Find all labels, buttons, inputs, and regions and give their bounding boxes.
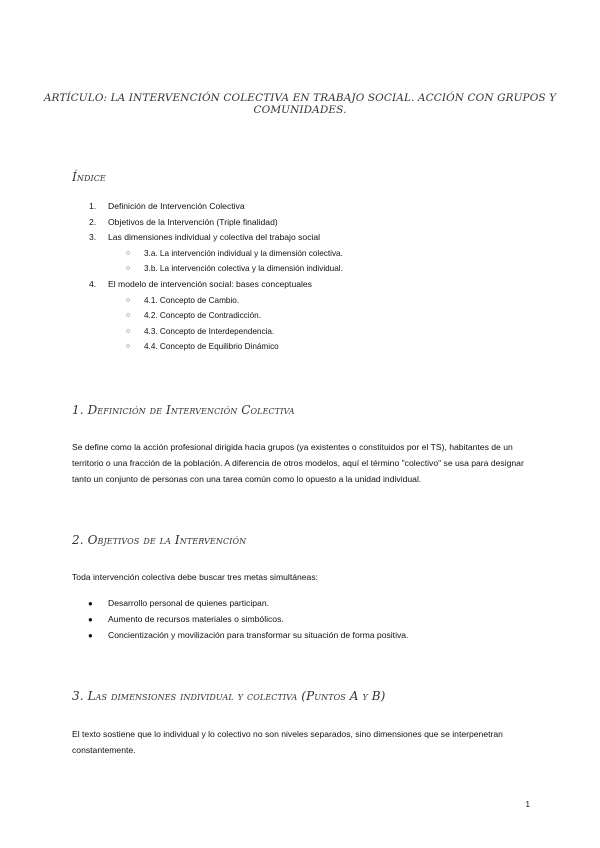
section-2-intro: Toda intervención colectiva debe buscar tres metas simultáneas: (72, 572, 319, 582)
toc-item-label: Las dimensiones individual y colectiva del trabajo social (108, 232, 321, 243)
toc-subitem[interactable] (72, 308, 542, 324)
section-3-heading: 3. Las dimensiones individual y colectiva (Puntos A y B) (72, 689, 386, 703)
toc-subitem[interactable] (72, 339, 542, 355)
hollow-circle-bullet-icon: ○ (126, 265, 131, 273)
list-item (72, 612, 532, 628)
list-item (72, 596, 532, 612)
section-1-paragraph: Se define como la acción profesional dirigida hacia grupos (ya existentes o constituidos por el TS), habitantes de un territorio o una fracción de la población. A diferencia de otros modelos, aquí el término "colectivo" se usa para designar tanto un conjunto de personas con una tarea común como lo opuesto a la unidad individual. (72, 442, 524, 484)
toc-item-number: 2. (89, 216, 97, 227)
index-heading: Índice (72, 170, 106, 184)
toc-item-label: El modelo de intervención social: bases conceptuales (108, 278, 312, 289)
section-3-paragraph: El texto sostiene que lo individual y lo colectivo no son niveles separados, sino dimensiones que se interpenetran constantemente. (72, 729, 503, 755)
objectives-list (72, 596, 532, 643)
document-title: ARTÍCULO: LA INTERVENCIÓN COLECTIVA EN TRABAJO SOCIAL. ACCIÓN CON GRUPOS Y COMUNIDADES. (43, 92, 557, 116)
page-number: 1 (525, 800, 530, 809)
toc-item-number: 3. (89, 232, 97, 243)
hollow-circle-bullet-icon: ○ (126, 343, 131, 351)
section-2-heading: 2. Objetivos de la Intervención (72, 533, 247, 547)
hollow-circle-bullet-icon: ○ (126, 312, 131, 320)
toc-subitem[interactable] (72, 246, 542, 262)
toc-subitem[interactable] (72, 324, 542, 340)
bullet-icon: ● (88, 630, 93, 640)
toc-subitem-label: 4.2. Concepto de Contradicción. (144, 311, 261, 321)
hollow-circle-bullet-icon: ○ (126, 296, 131, 304)
toc-item-label: Objetivos de la Intervención (Triple finalidad) (108, 216, 278, 227)
toc-subitem-label: 4.1. Concepto de Cambio. (144, 295, 240, 305)
hollow-circle-bullet-icon: ○ (126, 249, 131, 257)
bullet-icon: ● (88, 599, 93, 608)
toc-subitem-label: 4.3. Concepto de Interdependencia. (144, 326, 275, 336)
toc-item-label: Definición de Intervención Colectiva (108, 201, 245, 211)
hollow-circle-bullet-icon: ○ (126, 327, 131, 335)
toc-item-number: 4. (89, 278, 97, 289)
toc-item[interactable] (72, 199, 542, 215)
section-1-heading: 1. Definición de Intervención Colectiva (72, 403, 295, 417)
toc-subitem-label: 4.4. Concepto de Equilibrio Dinámico (144, 342, 279, 352)
toc-item[interactable] (72, 215, 542, 231)
list-item (72, 628, 532, 644)
toc-subitem-label: 3.b. La intervención colectiva y la dimensión individual. (144, 264, 343, 274)
bullet-icon: ● (88, 614, 93, 624)
table-of-contents (72, 199, 542, 355)
toc-subitem[interactable] (72, 293, 542, 309)
toc-subitem[interactable] (72, 261, 542, 277)
list-item-label: Desarrollo personal de quienes participan. (108, 598, 269, 608)
toc-subitem-label: 3.a. La intervención individual y la dimensión colectiva. (144, 248, 343, 258)
list-item-label: Concientización y movilización para transformar su situación de forma positiva. (108, 629, 409, 640)
toc-item-number: 1. (89, 201, 97, 211)
toc-item[interactable] (72, 277, 542, 293)
toc-item[interactable] (72, 230, 542, 246)
list-item-label: Aumento de recursos materiales o simbólicos. (108, 613, 284, 624)
